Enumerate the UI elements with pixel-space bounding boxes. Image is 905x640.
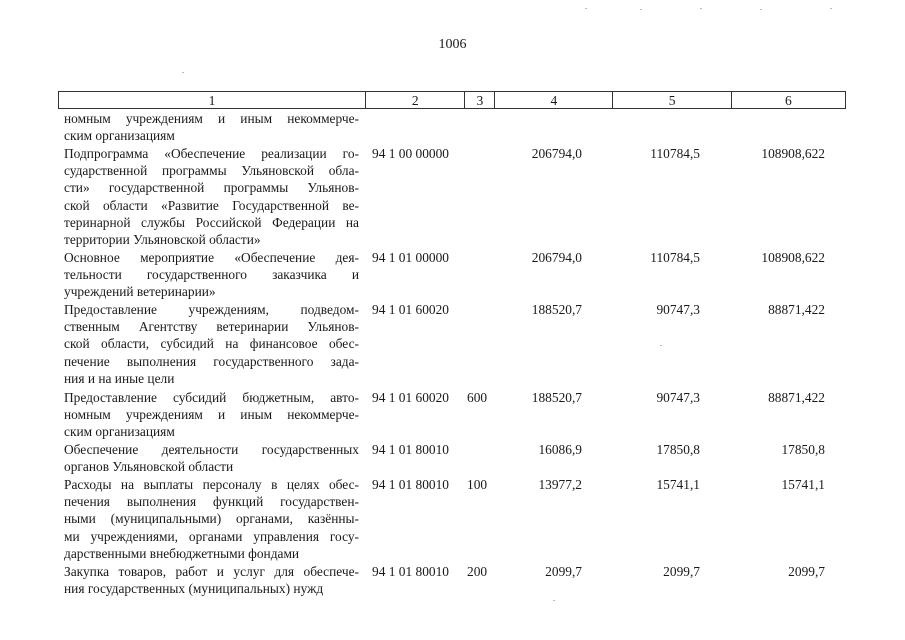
amount-col6: 108908,622 bbox=[761, 250, 825, 265]
amount-col6: 88871,422 bbox=[768, 302, 825, 317]
amount-col5: 110784,5 bbox=[650, 146, 700, 161]
scan-speck bbox=[553, 600, 555, 601]
amount-col5: 90747,3 bbox=[656, 390, 700, 405]
expense-type-code: 100 bbox=[467, 477, 488, 492]
scan-speck bbox=[700, 8, 702, 9]
description-line: сударственной программы Ульяновской обла- bbox=[64, 163, 359, 179]
amount-col4: 16086,9 bbox=[538, 442, 582, 457]
amount-col6: 15741,1 bbox=[781, 477, 825, 492]
budget-code: 94 1 01 60020 bbox=[372, 390, 449, 405]
amount-col5: 110784,5 bbox=[650, 250, 700, 265]
description-line: сти» государственной программы Ульянов- bbox=[64, 180, 359, 196]
row-description bbox=[64, 441, 359, 475]
description-line: ским организациям bbox=[64, 424, 175, 440]
amount-col6: 2099,7 bbox=[788, 564, 825, 579]
description-line: ской области «Развитие Государственной ве- bbox=[64, 197, 359, 213]
description-line: Предоставление субсидий бюджетным, авто- bbox=[64, 390, 359, 405]
amount-col6: 88871,422 bbox=[768, 390, 825, 405]
description-line: Предоставление учреждениям, подведом- bbox=[64, 302, 359, 317]
budget-code: 94 1 00 00000 bbox=[372, 146, 449, 161]
expense-type-code: 200 bbox=[467, 564, 488, 579]
scan-speck bbox=[182, 72, 184, 73]
page-number: 1006 bbox=[438, 37, 467, 52]
column-header-6: 6 bbox=[731, 92, 845, 108]
table-header-row bbox=[58, 91, 846, 109]
budget-code: 94 1 01 80010 bbox=[372, 477, 449, 492]
scan-speck bbox=[760, 9, 762, 10]
row-description bbox=[64, 145, 359, 248]
budget-code: 94 1 01 60020 bbox=[372, 302, 449, 317]
amount-col4: 206794,0 bbox=[531, 146, 582, 161]
description-line: дарственными внебюджетными фондами bbox=[64, 545, 300, 561]
budget-code: 94 1 01 80010 bbox=[372, 564, 449, 579]
description-line: ственным Агентству ветеринарии Ульянов- bbox=[64, 319, 359, 335]
description-line: органов Ульяновской области bbox=[64, 459, 234, 475]
budget-code: 94 1 01 00000 bbox=[372, 250, 449, 265]
expense-type-code: 600 bbox=[467, 390, 488, 405]
description-line: теринарной службы Российской Федерации на bbox=[64, 214, 359, 230]
description-line: ния и на иные цели bbox=[64, 370, 175, 386]
amount-col6: 17850,8 bbox=[781, 442, 825, 457]
amount-col6: 108908,622 bbox=[761, 146, 825, 161]
column-header-5: 5 bbox=[612, 92, 730, 108]
amount-col4: 188520,7 bbox=[531, 302, 582, 317]
amount-col4: 2099,7 bbox=[545, 564, 582, 579]
description-line: Подпрограмма «Обеспечение реализации го- bbox=[64, 146, 359, 161]
description-line: учреждений ветеринарии» bbox=[64, 284, 216, 300]
description-line: Расходы на выплаты персоналу в целях обес- bbox=[64, 477, 359, 492]
row-description bbox=[64, 563, 359, 597]
budget-code: 94 1 01 80010 bbox=[372, 442, 449, 457]
description-line: ской области, субсидий на финансовое обес- bbox=[64, 336, 359, 352]
scan-speck bbox=[830, 8, 832, 9]
description-line: территории Ульяновской области» bbox=[64, 231, 261, 247]
description-line: печение выполнения государственного зада- bbox=[64, 353, 359, 369]
description-line: ния государственных (муниципальных) нужд bbox=[64, 581, 324, 597]
description-line: номным учреждениям и иным некоммерче- bbox=[64, 111, 359, 126]
description-line: ными (муниципальными) органами, казённы- bbox=[64, 511, 359, 527]
amount-col5: 17850,8 bbox=[656, 442, 700, 457]
scan-speck bbox=[660, 345, 662, 346]
amount-col4: 13977,2 bbox=[538, 477, 582, 492]
description-line: печения выполнения функций государствен- bbox=[64, 494, 359, 510]
column-header-3: 3 bbox=[464, 92, 494, 108]
row-description bbox=[64, 301, 359, 387]
amount-col5: 15741,1 bbox=[656, 477, 700, 492]
description-line: Закупка товаров, работ и услуг для обеспече- bbox=[64, 564, 359, 579]
column-header-4: 4 bbox=[494, 92, 612, 108]
scan-speck bbox=[585, 8, 587, 9]
description-line: ским организациям bbox=[64, 128, 175, 144]
column-header-1: 1 bbox=[208, 93, 216, 108]
column-header-2: 2 bbox=[365, 92, 464, 108]
row-description bbox=[64, 249, 359, 301]
description-line: ми учреждениями, органами управления госу- bbox=[64, 528, 359, 544]
row-description bbox=[64, 389, 359, 441]
row-description bbox=[64, 110, 359, 144]
row-description bbox=[64, 476, 359, 562]
description-line: номным учреждениям и иным некоммерче- bbox=[64, 407, 359, 423]
amount-col4: 188520,7 bbox=[531, 390, 582, 405]
amount-col5: 2099,7 bbox=[663, 564, 700, 579]
scan-speck bbox=[640, 9, 642, 10]
amount-col4: 206794,0 bbox=[531, 250, 582, 265]
description-line: Основное мероприятие «Обеспечение дея- bbox=[64, 250, 359, 265]
amount-col5: 90747,3 bbox=[656, 302, 700, 317]
description-line: тельности государственного заказчика и bbox=[64, 267, 359, 283]
description-line: Обеспечение деятельности государственных bbox=[64, 442, 359, 457]
